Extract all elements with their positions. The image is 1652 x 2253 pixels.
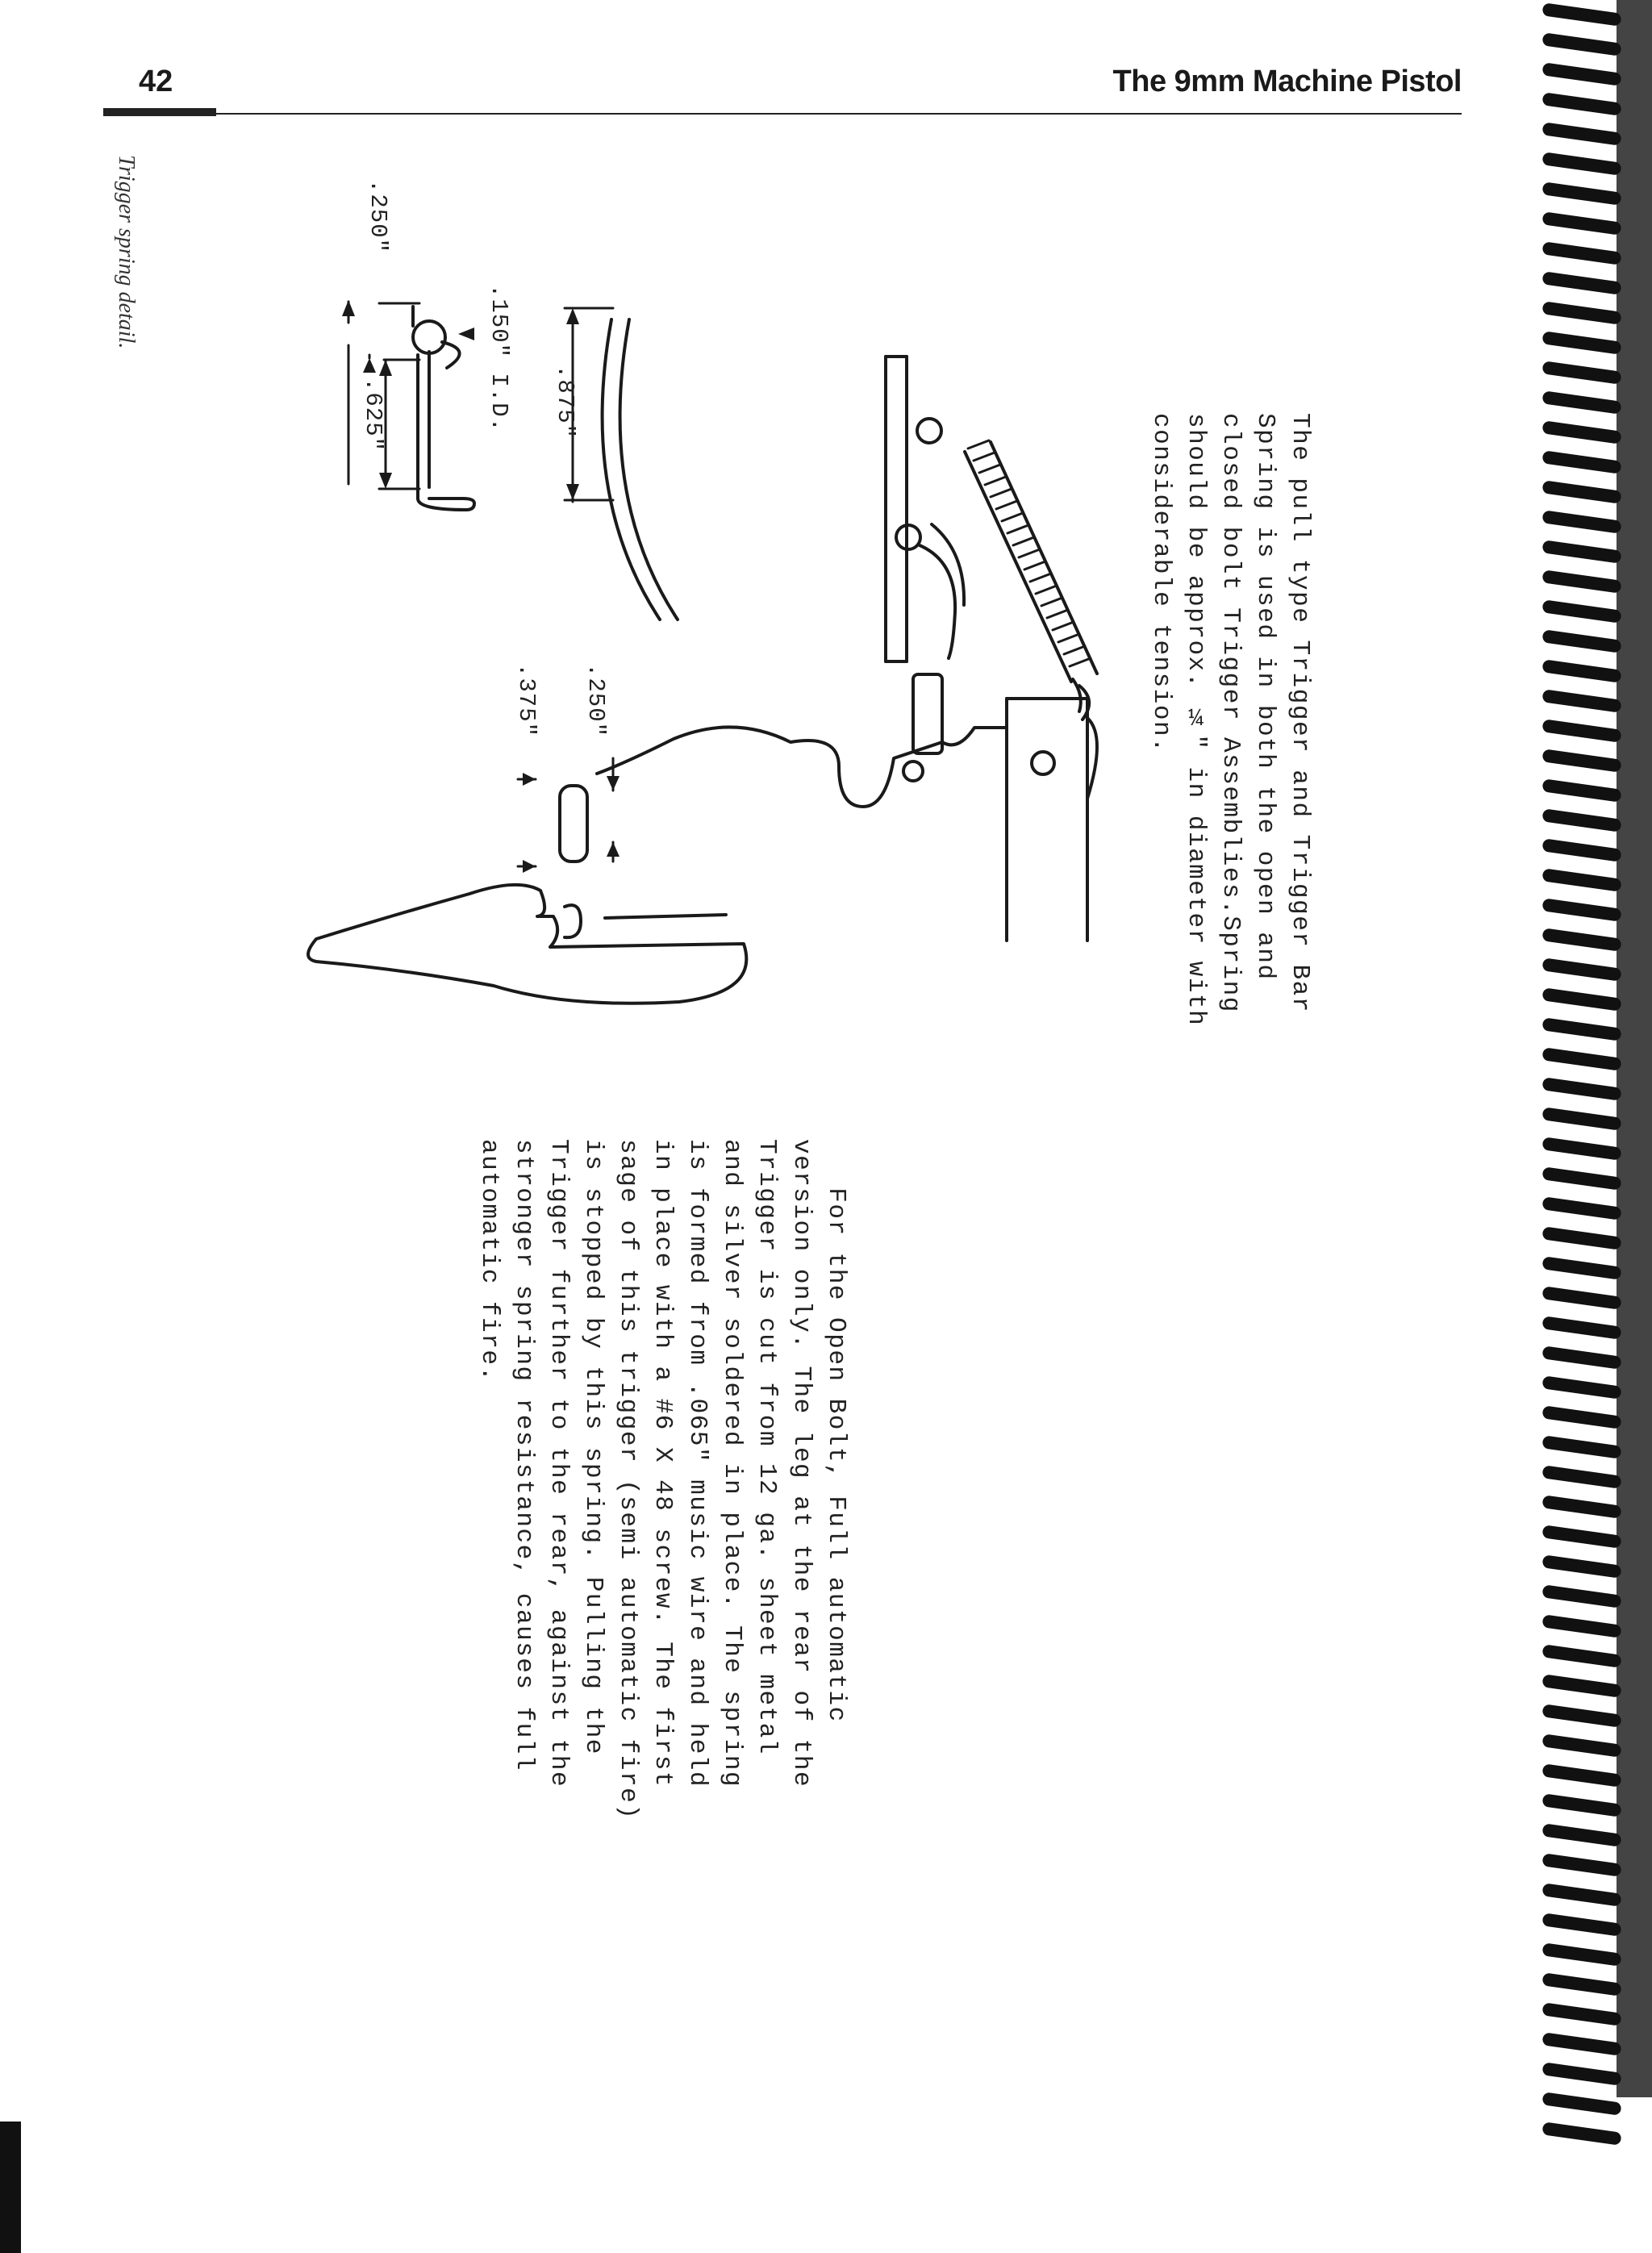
binding-coil — [1541, 599, 1621, 623]
trigger-bar-spring — [917, 419, 1097, 720]
binding-coil — [1541, 1435, 1621, 1458]
open-bolt-note-line: version only. The leg at the rear of the — [787, 1139, 816, 1788]
binding-coil — [1541, 1554, 1621, 1578]
binding-coil — [1541, 808, 1621, 832]
binding-coil — [1541, 1196, 1621, 1220]
binding-coil — [1541, 390, 1621, 414]
binding-coil — [1541, 2002, 1621, 2026]
binding-coil — [1541, 510, 1621, 533]
binding-coil — [1541, 719, 1621, 742]
binding-coil — [1541, 1793, 1621, 1817]
open-bolt-note-line: Trigger further to the rear, against the — [544, 1139, 573, 1788]
spring-note-line: The pull type Trigger and Trigger Bar — [1286, 413, 1314, 1013]
binding-coil — [1541, 1077, 1621, 1100]
binding-coil — [1541, 2062, 1621, 2085]
running-title: The 9mm Machine Pistol — [1112, 65, 1462, 98]
open-bolt-note-line: automatic fire. — [475, 1139, 503, 1383]
binding-coil — [1541, 32, 1621, 56]
open-bolt-note-line: stronger spring resistance, causes full — [510, 1139, 538, 1772]
binding-coil — [1541, 1346, 1621, 1369]
binding-coil — [1541, 152, 1621, 175]
dim-hook-offset: .250" — [365, 179, 391, 254]
spiral-binding — [1539, 0, 1652, 2253]
binding-coil — [1541, 1763, 1621, 1787]
binding-coil — [1541, 629, 1621, 653]
trigger-pin — [913, 674, 942, 753]
binding-coil — [1541, 1734, 1621, 1757]
binding-coil — [1541, 1823, 1621, 1846]
open-bolt-note-line: and silver soldered in place. The spring — [718, 1139, 746, 1788]
binding-coil — [1541, 271, 1621, 294]
binding-coil — [1541, 928, 1621, 951]
binding-coil — [1541, 420, 1621, 444]
spring-note-line: considerable tension. — [1147, 413, 1175, 754]
open-bolt-note-line: For the Open Bolt, Full automatic — [822, 1139, 850, 1723]
page-number: 42 — [139, 65, 173, 98]
binding-coil — [1541, 1047, 1621, 1070]
binding-coil — [1541, 659, 1621, 682]
binding-coil — [1541, 1107, 1621, 1130]
binding-coil — [1541, 181, 1621, 205]
open-bolt-note-line: is stopped by this spring. Pulling the — [579, 1139, 607, 1755]
binding-coil — [1541, 898, 1621, 921]
binding-coil — [1541, 1405, 1621, 1429]
spring-note-line: Spring is used in both the open and — [1251, 413, 1279, 981]
binding-coil — [1541, 1375, 1621, 1399]
binding-strip — [1617, 0, 1652, 2097]
dim-pin-width: .250" — [582, 663, 609, 738]
binding-coil — [1541, 1853, 1621, 1876]
figure-caption: Trigger spring detail. — [114, 155, 139, 349]
binding-coil — [1541, 1137, 1621, 1160]
binding-coil — [1541, 749, 1621, 772]
binding-coil — [1541, 361, 1621, 384]
binding-coil — [1541, 2122, 1621, 2145]
binding-coil — [1541, 868, 1621, 891]
binding-coil — [1541, 1584, 1621, 1608]
binding-coil — [1541, 1674, 1621, 1697]
binding-coil — [1541, 1525, 1621, 1548]
open-bolt-note-line: is formed from .065" music wire and held — [683, 1139, 711, 1788]
trigger-bar — [886, 357, 907, 661]
open-bolt-note-line: Trigger is cut from 12 ga. sheet metal — [753, 1139, 781, 1755]
binding-coil — [1541, 480, 1621, 503]
binding-coil — [1541, 1644, 1621, 1667]
spring-note-line: closed bolt Trigger Assemblies.Spring — [1216, 413, 1245, 1013]
binding-coil — [1541, 62, 1621, 86]
dim-hook-id: .150" I.D. — [486, 284, 512, 433]
binding-coil — [1541, 778, 1621, 802]
spring-detail-curve — [565, 308, 678, 620]
binding-coil — [1541, 122, 1621, 145]
binding-coil — [1541, 1972, 1621, 1996]
binding-coil — [1541, 540, 1621, 563]
binding-coil — [1541, 1465, 1621, 1488]
binding-coil — [1541, 1495, 1621, 1518]
open-bolt-note-line: sage of this trigger (semi automatic fire) — [614, 1139, 642, 1821]
spring-note-line: should be approx. ¼" in diameter with — [1182, 413, 1210, 1027]
binding-coil — [1541, 838, 1621, 862]
binding-coil — [1541, 1316, 1621, 1339]
binding-coil — [1541, 1913, 1621, 1936]
binding-coil — [1541, 958, 1621, 981]
binding-coil — [1541, 301, 1621, 324]
binding-coil — [1541, 1286, 1621, 1309]
binding-coil — [1541, 241, 1621, 265]
binding-coil — [1541, 1256, 1621, 1279]
binding-coil — [1541, 1166, 1621, 1190]
page-corner-shadow — [0, 2122, 21, 2253]
binding-coil — [1541, 450, 1621, 474]
binding-coil — [1541, 1942, 1621, 1966]
trigger-lower — [308, 885, 746, 1003]
binding-coil — [1541, 987, 1621, 1011]
binding-coil — [1541, 331, 1621, 354]
dim-spring-length: .875" — [552, 365, 578, 440]
binding-coil — [1541, 570, 1621, 593]
binding-coil — [1541, 2, 1621, 26]
binding-coil — [1541, 1226, 1621, 1250]
binding-coil — [1541, 689, 1621, 712]
trigger-upper — [597, 699, 1097, 941]
dim-leg-length: .625" — [360, 378, 386, 453]
binding-coil — [1541, 92, 1621, 115]
dim-pin-length: .375" — [513, 663, 540, 738]
binding-coil — [1541, 2032, 1621, 2055]
open-bolt-note-line: in place with a #6 X 48 screw. The first — [649, 1139, 677, 1788]
binding-coil — [1541, 1704, 1621, 1727]
binding-coil — [1541, 1883, 1621, 1906]
binding-coil — [1541, 2092, 1621, 2115]
binding-coil — [1541, 1614, 1621, 1638]
binding-coil — [1541, 211, 1621, 235]
binding-coil — [1541, 1017, 1621, 1041]
